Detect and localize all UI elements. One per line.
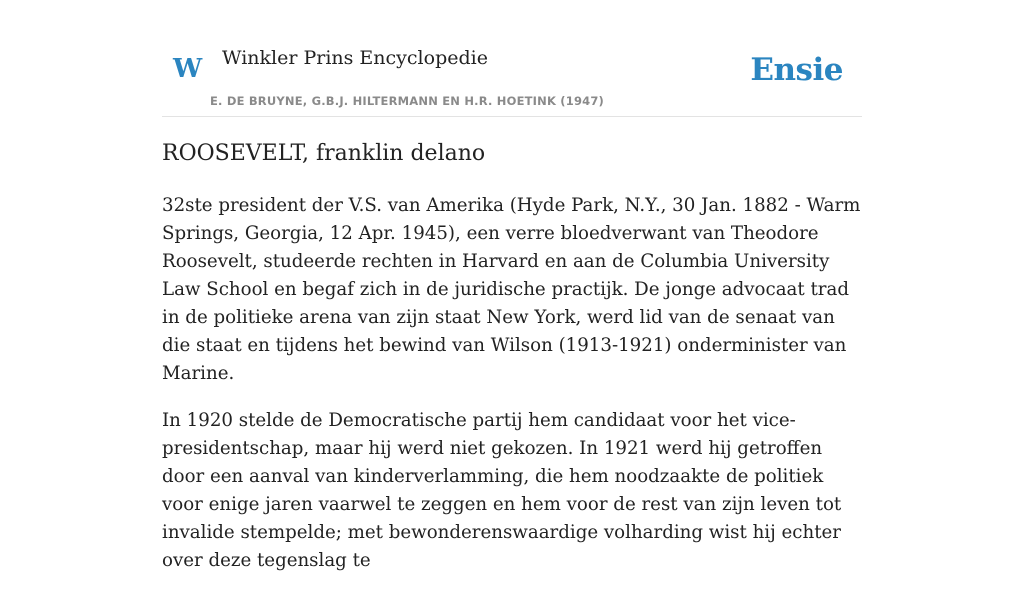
article-paragraph-1: 32ste president der V.S. van Amerika (Hyde Park, N.Y., 30 Jan. 1882 - Warm Springs, Georgia, 12 Apr. 1945), een verre bloedverwant van Theodore Roosevelt, studeerde rechten in Harvard en aan de Columbia University Law School en begaf zich in de juridische practijk. De jonge advocaat trad in de politieke arena van zijn staat New York, werd lid van de senaat van die staat en tijdens het bewind van Wilson (1913-1921) onderminister van Marine. — [162, 195, 861, 384]
publication-logo-icon[interactable]: W — [173, 54, 203, 84]
publication-title[interactable]: Winkler Prins Encyclopedie — [222, 47, 488, 69]
site-header — [162, 0, 862, 117]
publication-authors: E. DE BRUYNE, G.B.J. HILTERMANN EN H.R. HOETINK (1947) — [210, 94, 605, 108]
article-body — [162, 192, 862, 594]
article-paragraph-2: In 1920 stelde de Democratische partij hem candidaat voor het vice-presidentschap, maar hij werd niet gekozen. In 1921 werd hij getroffen door een aanval van kinderverlamming, die hem noodzaakte de politiek voor enige jaren vaarwel te zeggen en hem voor de rest van zijn leven tot invalide stempelde; met bewonderenswaardige volharding wist hij echter over deze tegenslag te — [162, 410, 842, 571]
article-title: ROOSEVELT, franklin delano — [162, 141, 486, 166]
ensie-brand-logo[interactable]: Ensie — [750, 52, 843, 88]
